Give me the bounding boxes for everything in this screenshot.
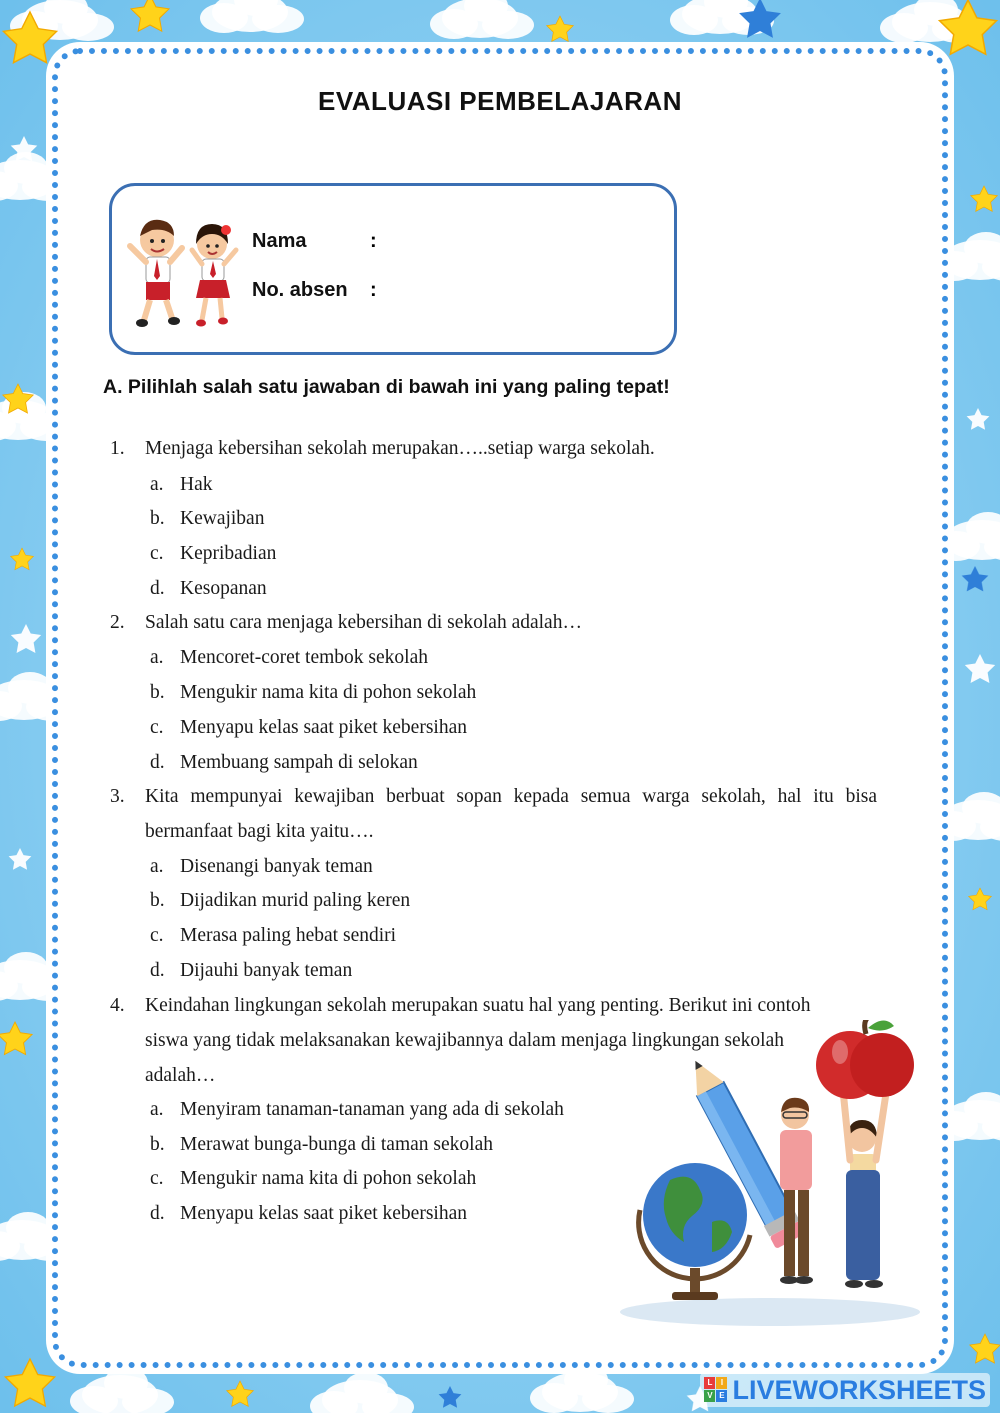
q3-option-a[interactable]: Disenangi banyak teman — [180, 856, 373, 877]
question-3-text-line-2: bermanfaat bagi kita yaitu…. — [145, 821, 374, 842]
q3-option-letter: a. — [150, 856, 164, 877]
q1-option-letter: b. — [150, 508, 165, 529]
q2-option-d[interactable]: Membuang sampah di selokan — [180, 752, 418, 773]
question-3-text-line-1: Kita mempunyai kewajiban berbuat sopan kepada semua warga sekolah, hal itu bisa — [145, 786, 877, 807]
q1-option-b[interactable]: Kewajiban — [180, 508, 265, 529]
question-2-number: 2. — [110, 612, 125, 633]
q2-option-b[interactable]: Mengukir nama kita di pohon sekolah — [180, 682, 477, 703]
q4-option-letter: a. — [150, 1099, 164, 1120]
q2-option-letter: d. — [150, 752, 165, 773]
q3-option-letter: c. — [150, 925, 164, 946]
q2-option-a[interactable]: Mencoret-coret tembok sekolah — [180, 647, 428, 668]
q2-option-c[interactable]: Menyapu kelas saat piket kebersihan — [180, 717, 467, 738]
q2-option-letter: b. — [150, 682, 165, 703]
page-title: EVALUASI PEMBELAJARAN — [318, 86, 682, 116]
q4-option-letter: d. — [150, 1203, 165, 1224]
q3-option-d[interactable]: Dijauhi banyak teman — [180, 960, 353, 981]
name-colon: : — [370, 230, 377, 252]
absen-colon: : — [370, 279, 377, 301]
q1-option-a[interactable]: Hak — [180, 474, 213, 495]
q2-option-letter: a. — [150, 647, 164, 668]
students-globe-apple-illustration — [600, 1020, 920, 1340]
q3-option-letter: d. — [150, 960, 165, 981]
question-4-text-line-2: siswa yang tidak melaksanakan kewajibannya dalam menjaga lingkungan sekolah — [145, 1030, 784, 1051]
q3-option-c[interactable]: Merasa paling hebat sendiri — [180, 925, 397, 946]
q4-option-a[interactable]: Menyiram tanaman-tanaman yang ada di sekolah — [180, 1099, 564, 1120]
q1-option-letter: d. — [150, 578, 165, 599]
q3-option-b[interactable]: Dijadikan murid paling keren — [180, 890, 411, 911]
question-1-text: Menjaga kebersihan sekolah merupakan…..setiap warga sekolah. — [145, 438, 655, 459]
q1-option-letter: a. — [150, 474, 164, 495]
question-4-text-line-3: adalah… — [145, 1065, 216, 1086]
question-2-text: Salah satu cara menjaga kebersihan di sekolah adalah… — [145, 612, 582, 633]
students-cartoon-image — [122, 210, 247, 335]
section-a-instruction: A. Pilihlah salah satu jawaban di bawah ini yang paling tepat! — [103, 376, 670, 398]
question-3-number: 3. — [110, 786, 125, 807]
question-1-number: 1. — [110, 438, 125, 459]
question-4-number: 4. — [110, 995, 125, 1016]
liveworksheets-logo — [700, 1373, 990, 1407]
liveworksheets-icon: L I V E — [704, 1377, 728, 1403]
name-label: Nama — [252, 230, 307, 252]
q4-option-d[interactable]: Menyapu kelas saat piket kebersihan — [180, 1203, 467, 1224]
q2-option-letter: c. — [150, 717, 164, 738]
liveworksheets-text: LIVEWORKSHEETS — [732, 1374, 986, 1405]
question-4-text-line-1: Keindahan lingkungan sekolah merupakan suatu hal yang penting. Berikut ini contoh — [145, 995, 811, 1016]
q4-option-letter: c. — [150, 1168, 164, 1189]
q4-option-c[interactable]: Mengukir nama kita di pohon sekolah — [180, 1168, 477, 1189]
q4-option-b[interactable]: Merawat bunga-bunga di taman sekolah — [180, 1134, 493, 1155]
q4-option-letter: b. — [150, 1134, 165, 1155]
absen-label: No. absen — [252, 279, 348, 301]
q1-option-c[interactable]: Kepribadian — [180, 543, 277, 564]
q3-option-letter: b. — [150, 890, 165, 911]
q1-option-d[interactable]: Kesopanan — [180, 578, 267, 599]
q1-option-letter: c. — [150, 543, 164, 564]
